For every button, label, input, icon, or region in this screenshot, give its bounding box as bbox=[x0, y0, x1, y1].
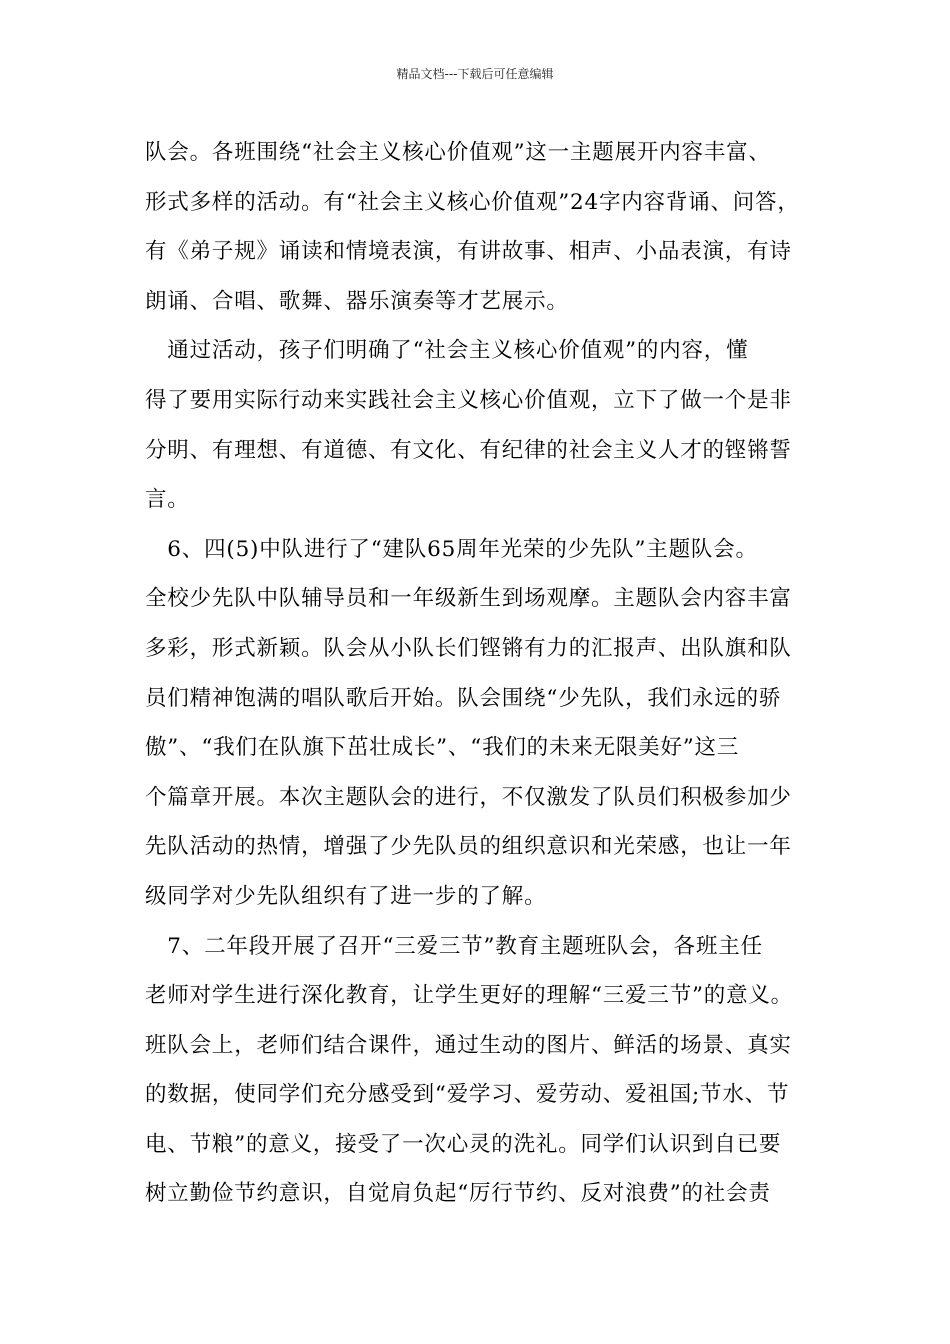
text-line: 先队活动的热情，增强了少先队员的组织意识和光荣感，也让一年 bbox=[145, 834, 792, 860]
text-line: 全校少先队中队辅导员和一年级新生到场观摩。主题队会内容丰富 bbox=[145, 586, 792, 612]
paragraph-1 bbox=[145, 128, 810, 326]
document-body bbox=[145, 128, 810, 1219]
text-line: 的数据，使同学们充分感受到“爱学习、爱劳动、爱祖国;节水、节 bbox=[145, 1082, 790, 1108]
text-line: 多彩，形式新颖。队会从小队长们铿锵有力的汇报声、出队旗和队 bbox=[145, 635, 792, 661]
paragraph-3 bbox=[145, 525, 810, 922]
text-line: 形式多样的活动。有“社会主义核心价值观”24字内容背诵、问答， bbox=[145, 189, 800, 215]
text-line: 有《弟子规》诵读和情境表演，有讲故事、相声、小品表演，有诗 bbox=[145, 239, 792, 265]
text-line: 7、二年段开展了召开“三爱三节”教育主题班队会，各班主任 bbox=[145, 933, 763, 959]
text-line: 员们精神饱满的唱队歌后开始。队会围绕“少先队，我们永远的骄 bbox=[145, 685, 782, 711]
text-line: 分明、有理想、有道德、有文化、有纪律的社会主义人才的铿锵誓 bbox=[145, 437, 792, 463]
text-line: 队会。各班围绕“社会主义核心价值观”这一主题展开内容丰富、 bbox=[145, 140, 771, 165]
text-line: 得了要用实际行动来实践社会主义核心价值观，立下了做一个是非 bbox=[145, 387, 792, 413]
text-line: 傲”、“我们在队旗下茁壮成长”、“我们的未来无限美好”这三 bbox=[145, 735, 740, 761]
paragraph-2 bbox=[145, 326, 810, 524]
text-line: 树立勤俭节约意识，自觉肩负起“厉行节约、反对浪费”的社会责 bbox=[145, 1181, 771, 1207]
text-line: 个篇章开展。本次主题队会的进行，不仅激发了队员们积极参加少 bbox=[145, 784, 792, 810]
text-line: 电、节粮”的意义，接受了一次心灵的洗礼。同学们认识到自已要 bbox=[145, 1131, 782, 1157]
text-line: 级同学对少先队组织有了进一步的了解。 bbox=[145, 883, 547, 909]
paragraph-4 bbox=[145, 922, 810, 1220]
text-line: 朗诵、合唱、歌舞、器乐演奏等才艺展示。 bbox=[145, 288, 569, 314]
text-line: 老师对学生进行深化教育，让学生更好的理解“三爱三节”的意义。 bbox=[145, 983, 793, 1009]
text-line: 言。 bbox=[145, 487, 190, 513]
text-line: 6、四(5)中队进行了“建队65周年光荣的少先队”主题队会。 bbox=[145, 536, 758, 562]
page-header: 精品文档---下载后可任意编辑 bbox=[396, 67, 554, 81]
text-line: 通过活动，孩子们明确了“社会主义核心价值观”的内容，懂 bbox=[145, 338, 749, 364]
text-line: 班队会上，老师们结合课件，通过生动的图片、鲜活的场景、真实 bbox=[145, 1032, 792, 1058]
